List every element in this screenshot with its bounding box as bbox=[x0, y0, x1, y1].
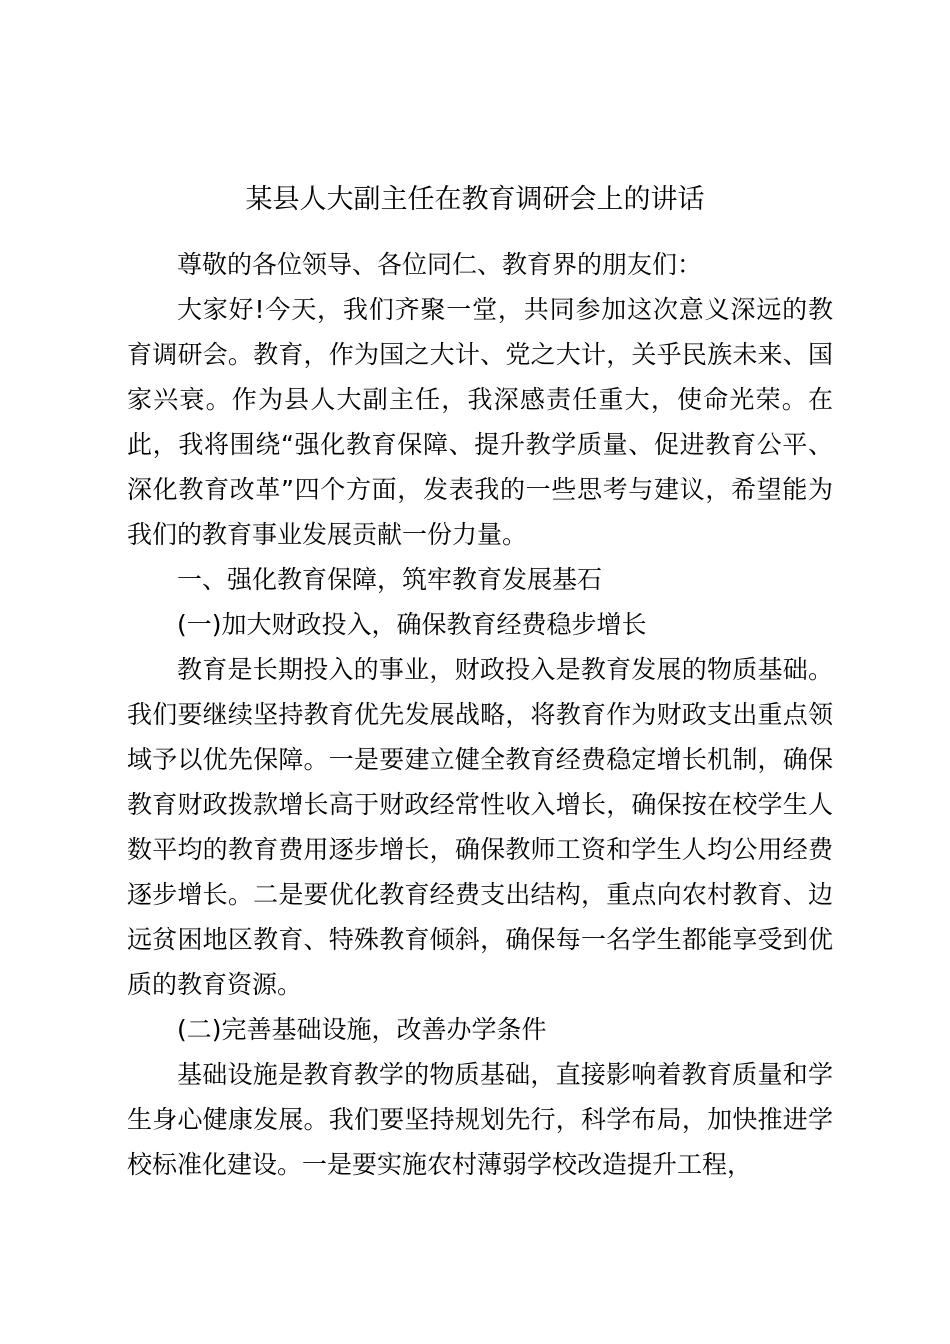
section-heading-1: 一、强化教育保障，筑牢教育发展基石 bbox=[177, 565, 603, 594]
body-paragraph-funding: 教育是长期投入的事业，财政投入是教育发展的物质基础。我们要继续坚持教育优先发展战略，将教育作为财政支出重点领域予以优先保障。一是要建立健全教育经费稳定增长机制，确保教育财政拨款增长高于财政经常性收入增长，确保按在校学生人数平均的教育费用逐步增长，确保教师工资和学生人均公用经费逐步增长。二是要优化教育经费支出结构，重点向农村教育、边远贫困地区教育、特殊教育倾斜，确保每一名学生都能享受到优质的教育资源。 bbox=[127, 655, 833, 999]
body-paragraph-infrastructure: 基础设施是教育教学的物质基础，直接影响着教育质量和学生身心健康发展。我们要坚持规划先行，科学布局，加快推进学校标准化建设。一是要实施农村薄弱学校改造提升工程， bbox=[127, 1060, 833, 1179]
subsection-heading-1: (一)加大财政投入，确保教育经费稳步增长 bbox=[177, 610, 647, 639]
document-title: 某县人大副主任在教育调研会上的讲话 bbox=[245, 184, 705, 215]
opening-paragraph: 大家好!今天，我们齐聚一堂，共同参加这次意义深远的教育调研会。教育，作为国之大计、党之大计，关乎民族未来、国家兴衰。作为县人大副主任，我深感责任重大，使命光荣。在此，我将围绕“强化教育保障、提升教学质量、促进教育公平、深化教育改革”四个方面，发表我的一些思考与建议，希望能为我们的教育事业发展贡献一份力量。 bbox=[127, 295, 833, 549]
salutation-paragraph: 尊敬的各位领导、各位同仁、教育界的朋友们： bbox=[177, 250, 703, 279]
subsection-heading-2: (二)完善基础设施，改善办学条件 bbox=[177, 1015, 547, 1044]
document-body bbox=[127, 242, 833, 1187]
